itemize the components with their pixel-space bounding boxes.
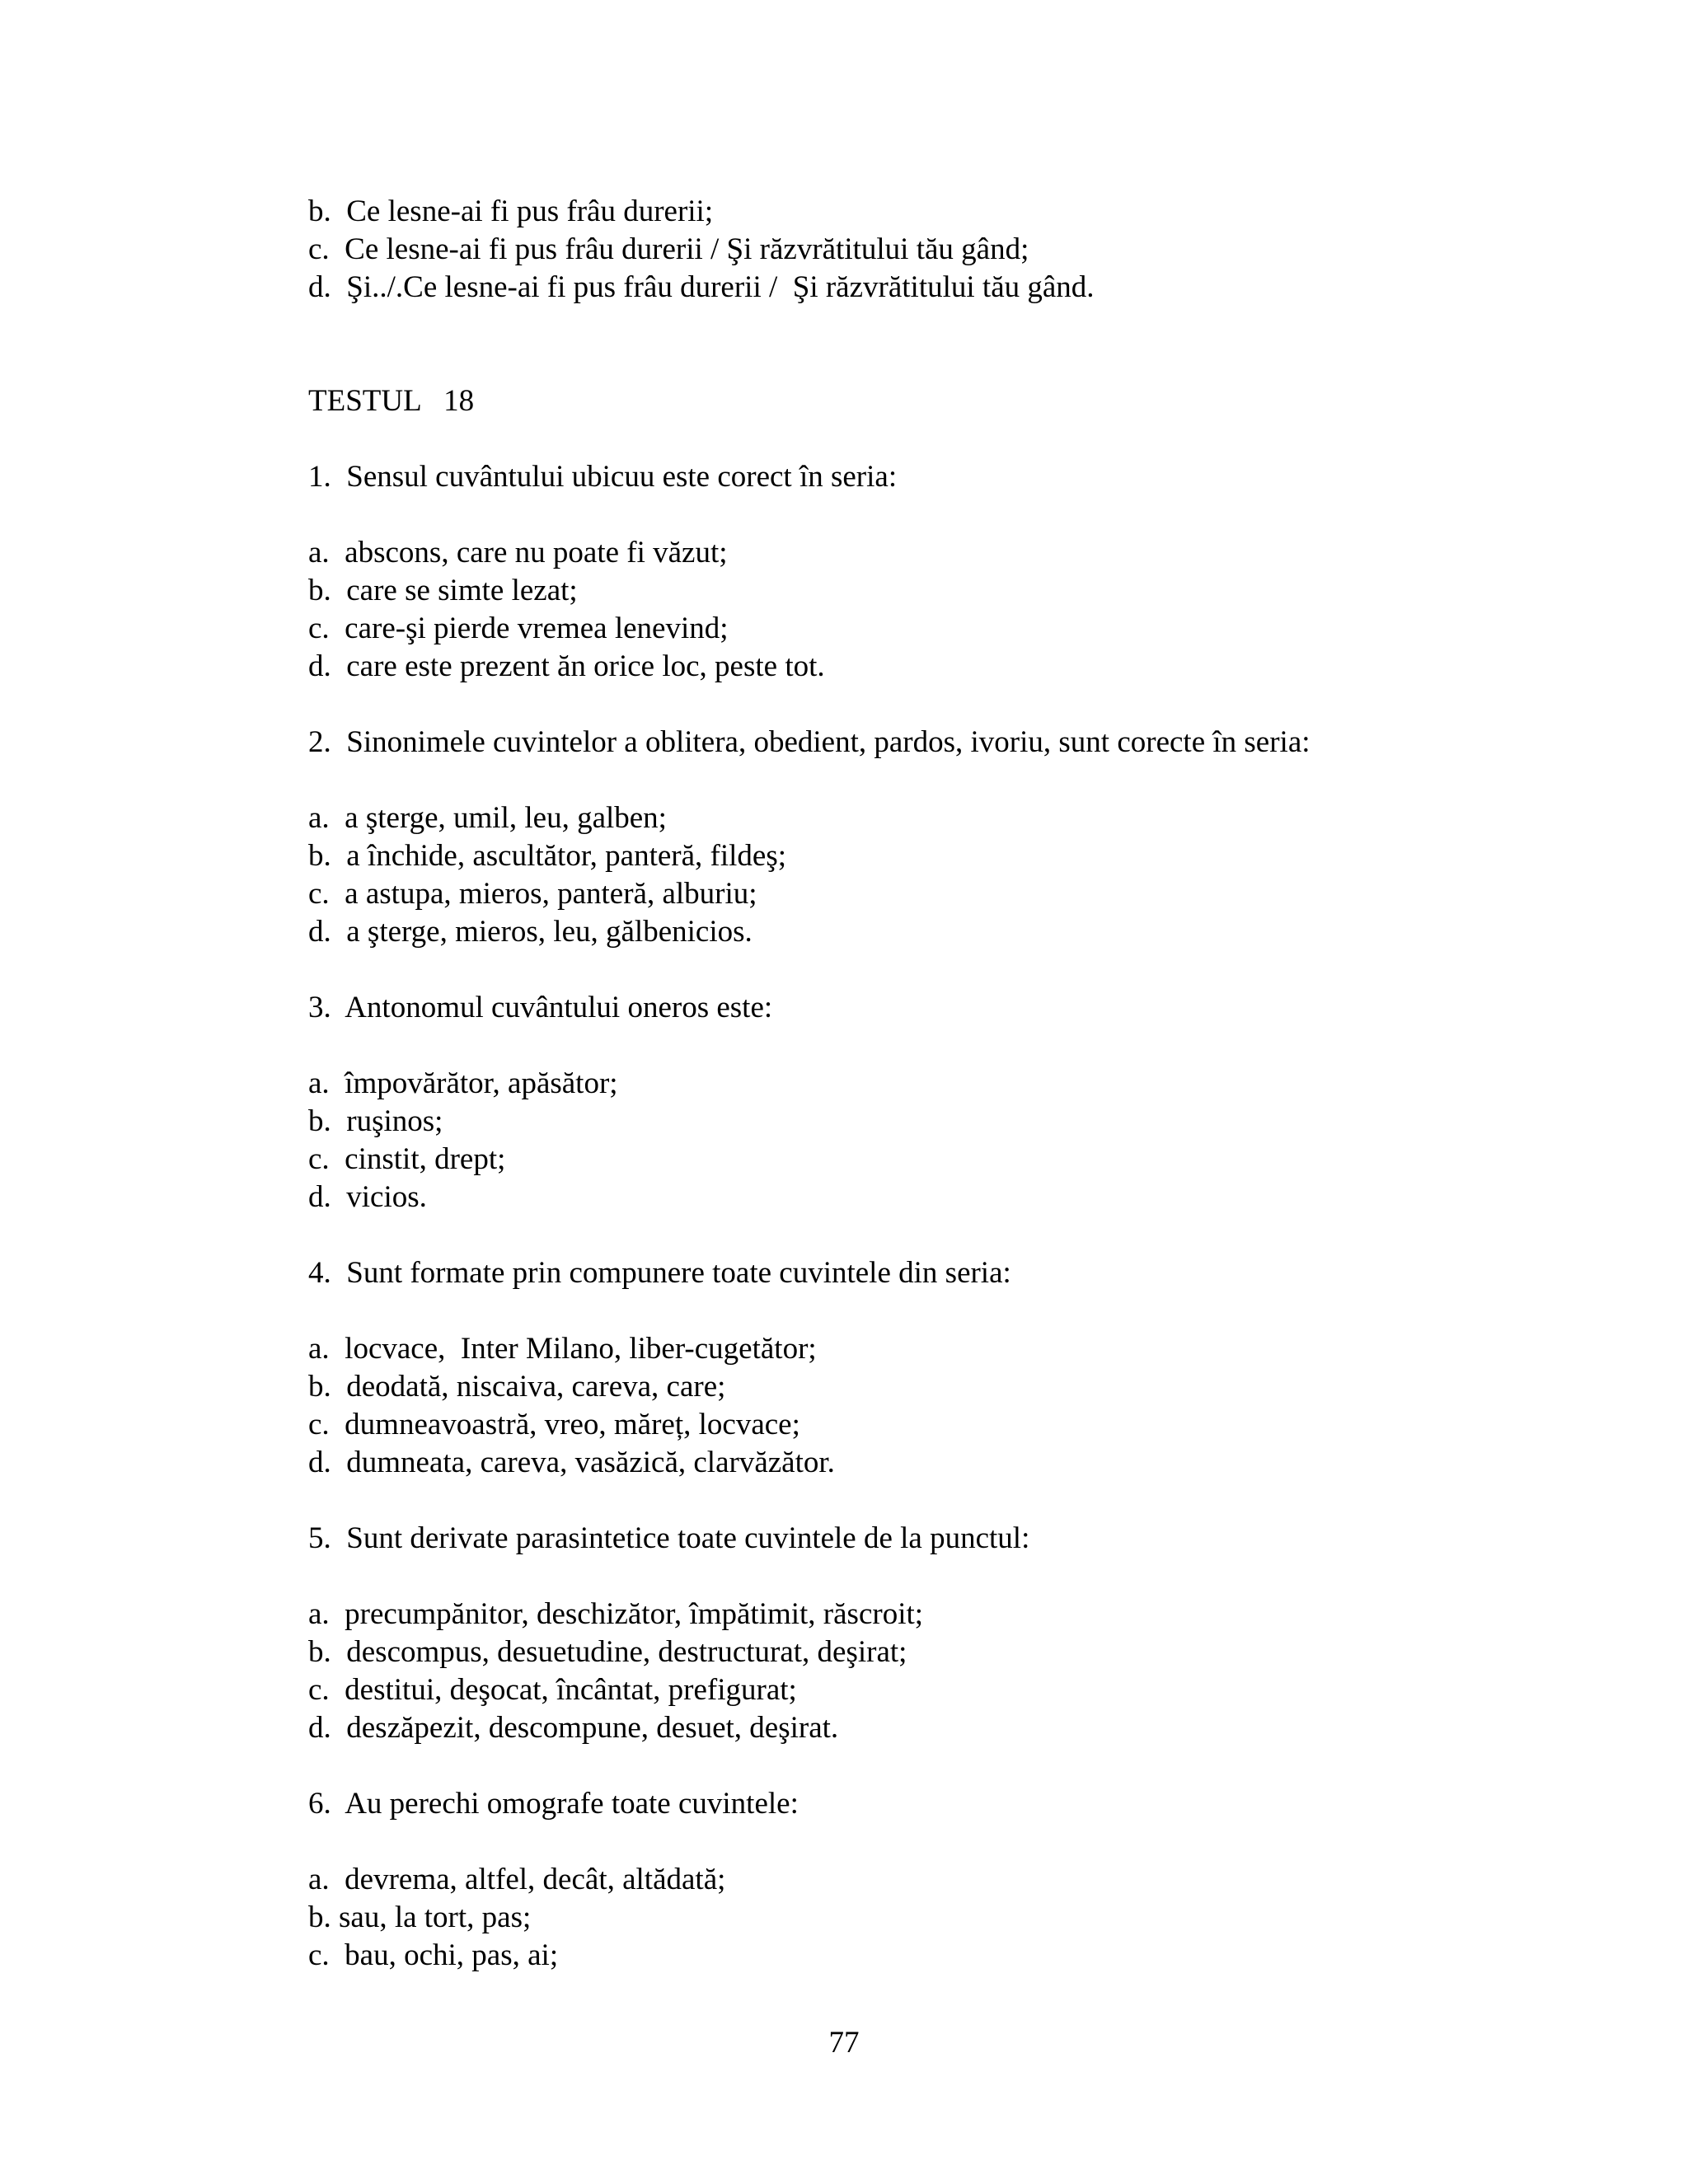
- option-b: b. descompus, desuetudine, destructurat, deşirat;: [308, 1635, 907, 1669]
- option-a: a. împovărător, apăsător;: [308, 1066, 618, 1100]
- question-3: [308, 989, 1627, 1216]
- continuation-option-c: c. Ce lesne-ai fi pus frâu durerii / Şi răzvrătitului tău gând;: [308, 232, 1029, 266]
- option-a: a. a şterge, umil, leu, galben;: [308, 801, 667, 835]
- continuation-option-d: d. Şi../.Ce lesne-ai fi pus frâu durerii / Şi răzvrătitului tău gând.: [308, 270, 1095, 304]
- option-c: c. dumneavoastră, vreo, măreț, locvace;: [308, 1408, 800, 1441]
- option-b: b. a închide, ascultător, panteră, fildeş;: [308, 839, 787, 873]
- option-d: d. care este prezent ăn orice loc, peste tot.: [308, 649, 825, 683]
- page-number: 77: [828, 2026, 860, 2060]
- question-6: [308, 1785, 1627, 1975]
- option-b: b. care se simte lezat;: [308, 574, 578, 607]
- option-c: c. bau, ochi, pas, ai;: [308, 1938, 559, 1972]
- question-4: [308, 1254, 1627, 1482]
- option-d: d. a şterge, mieros, leu, gălbenicios.: [308, 915, 753, 949]
- question-text: 5. Sunt derivate parasintetice toate cuvintele de la punctul:: [308, 1521, 1030, 1555]
- option-d: d. vicios.: [308, 1180, 427, 1214]
- option-a: a. devrema, altfel, decât, altădată;: [308, 1863, 726, 1896]
- question-2: [308, 724, 1627, 951]
- option-c: c. care-şi pierde vremea lenevind;: [308, 612, 729, 645]
- test-title: TESTUL 18: [308, 384, 475, 418]
- option-a: a. abscons, care nu poate fi văzut;: [308, 536, 728, 569]
- option-b: b. deodată, niscaiva, careva, care;: [308, 1370, 726, 1404]
- question-text: 2. Sinonimele cuvintelor a oblitera, obedient, pardos, ivoriu, sunt corecte în seria:: [308, 725, 1311, 759]
- continuation-options: [308, 193, 1627, 307]
- option-d: d. deszăpezit, descompune, desuet, deşirat.: [308, 1711, 839, 1745]
- option-c: c. cinstit, drept;: [308, 1142, 506, 1176]
- option-d: d. dumneata, careva, vasăzică, clarvăzător.: [308, 1446, 835, 1479]
- question-5: [308, 1520, 1627, 1747]
- document-page: [308, 193, 1627, 1975]
- option-c: c. a astupa, mieros, panteră, alburiu;: [308, 877, 757, 911]
- question-text: 4. Sunt formate prin compunere toate cuvintele din seria:: [308, 1256, 1011, 1290]
- question-text: 3. Antonomul cuvântului oneros este:: [308, 991, 773, 1024]
- question-text: 6. Au perechi omografe toate cuvintele:: [308, 1787, 799, 1821]
- option-b: b. sau, la tort, pas;: [308, 1900, 532, 1934]
- option-a: a. precumpănitor, deschizător, împătimit, răscroit;: [308, 1597, 924, 1631]
- question-text: 1. Sensul cuvântului ubicuu este corect în seria:: [308, 460, 898, 494]
- option-b: b. ruşinos;: [308, 1104, 443, 1138]
- option-c: c. destitui, deşocat, încântat, prefigurat;: [308, 1673, 797, 1707]
- continuation-option-b: b. Ce lesne-ai fi pus frâu durerii;: [308, 194, 714, 228]
- question-1: [308, 458, 1627, 686]
- option-a: a. locvace, Inter Milano, liber-cugetător;: [308, 1332, 817, 1366]
